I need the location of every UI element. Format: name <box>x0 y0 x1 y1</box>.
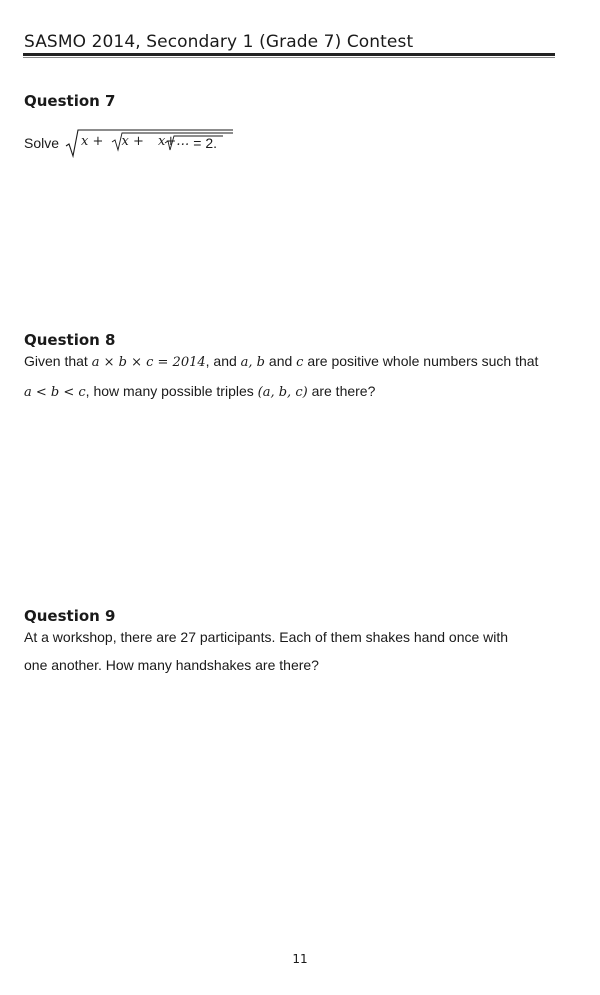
q8-product-expression: a × b × c = 2014 <box>91 355 206 370</box>
question-8-line-1 <box>24 347 564 377</box>
question-8-body <box>24 347 564 407</box>
q8-text-and: , and <box>205 353 237 369</box>
question-7-body <box>24 125 217 161</box>
q8-text-how-many: , how many possible triples <box>85 383 254 399</box>
question-7-heading: Question 7 <box>24 92 116 110</box>
contest-title: SASMO 2014, Secondary 1 (Grade 7) Contest <box>24 32 414 52</box>
question-9-line-1: At a workshop, there are 27 participants. Each of them shakes hand once with <box>24 629 509 645</box>
question-8-heading: Question 8 <box>24 331 116 349</box>
q8-text-given: Given that <box>24 353 88 369</box>
question-9-heading: Question 9 <box>24 607 116 625</box>
q8-triple: (a, b, c) <box>257 385 308 400</box>
expr-term-1: x + <box>81 134 104 149</box>
expr-term-3: x+… <box>158 134 190 149</box>
page-number: 11 <box>292 952 308 966</box>
question-8-line-2 <box>24 377 564 407</box>
question-9-body <box>24 623 564 679</box>
q8-inequality: a < b < c <box>24 385 86 400</box>
equation-rhs: = 2. <box>193 135 218 151</box>
solve-label: Solve <box>24 135 60 151</box>
q8-text-are-there: are there? <box>311 383 376 399</box>
header-divider <box>23 53 555 56</box>
outer-radical <box>65 128 190 158</box>
q8-text-and-2: and <box>268 353 293 369</box>
expr-term-2: x + <box>121 134 144 149</box>
q8-var-c: c <box>296 355 304 370</box>
q8-text-positive: are positive whole numbers such that <box>307 353 539 369</box>
radical-expression <box>81 134 189 149</box>
question-9-line-2: one another. How many handshakes are there? <box>24 657 319 673</box>
q8-vars-ab: a, b <box>240 355 266 370</box>
header-divider-thin <box>23 57 555 58</box>
